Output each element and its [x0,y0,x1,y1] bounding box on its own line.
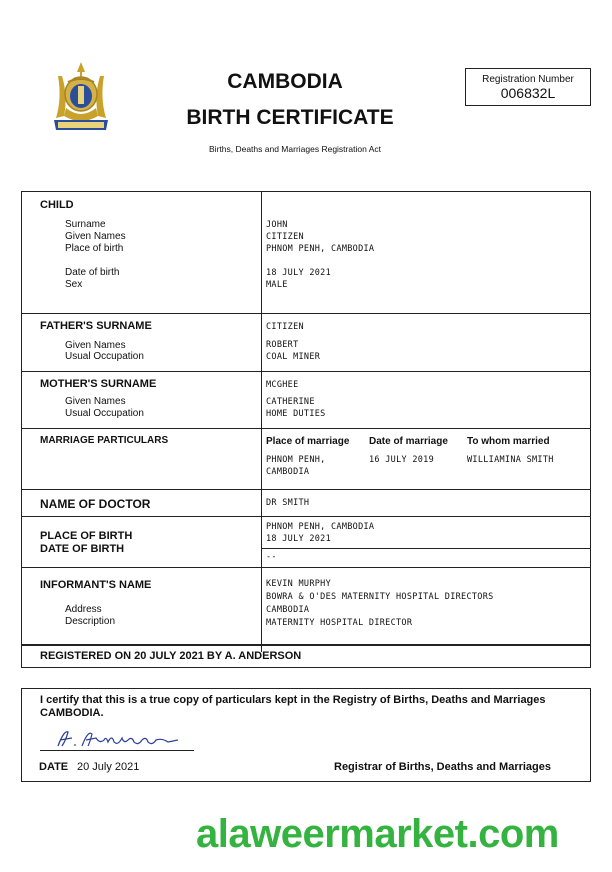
certification-date-label: DATE [39,761,69,773]
registration-number-value: 006832L [500,85,556,101]
website-watermark: alaweermarket.com [196,812,559,856]
registered-statement: REGISTERED ON 20 JULY 2021 BY A. ANDERSON [40,650,302,662]
informant-address-line1: BOWRA & O'DES MATERNITY HOSPITAL DIRECTORS [266,592,494,602]
child-place-of-birth-label: Place of birth [65,243,124,254]
mother-surname-value: MCGHEE [266,380,299,390]
place-of-marriage-header: Place of marriage [266,436,350,447]
informant-description-label: Description [65,616,116,627]
child-given-names-value: CITIZEN [266,232,304,242]
informant-name-value: KEVIN MURPHY [266,579,332,589]
father-section [22,314,590,372]
child-date-of-birth-label: Date of birth [65,267,120,278]
birth-date-value: 18 JULY 2021 [266,534,332,544]
birth-section [22,517,590,568]
father-occupation-label: Usual Occupation [65,351,144,362]
date-of-marriage-value: 16 JULY 2019 [369,455,435,465]
mother-section [22,372,590,429]
place-of-marriage-line1: PHNOM PENH, [266,455,326,465]
child-place-of-birth-value: PHNOM PENH, CAMBODIA [266,244,375,254]
informant-address-label: Address [65,604,102,615]
country-title: CAMBODIA [227,70,343,93]
registered-section [22,645,590,667]
registrar-signature [52,726,192,752]
to-whom-married-header: To whom married [467,436,550,447]
certification-text: I certify that this is a true copy of particulars kept in the Registry of Births, Deaths and Marriages CAMBODIA. [40,694,546,719]
marriage-heading: MARRIAGE PARTICULARS [40,435,169,446]
place-of-marriage-line2: CAMBODIA [266,467,310,477]
registrar-title: Registrar of Births, Deaths and Marriages [334,761,552,773]
birth-place-value: PHNOM PENH, CAMBODIA [266,522,375,532]
child-sex-value: MALE [266,280,288,290]
informant-heading: INFORMANT'S NAME [40,579,152,591]
child-surname-value: JOHN [266,220,288,230]
to-whom-married-value: WILLIAMINA SMITH [467,455,554,465]
registration-number-box [465,68,591,106]
signature-line [40,750,194,751]
father-given-names-label: Given Names [65,340,126,351]
mother-occupation-value: HOME DUTIES [266,409,326,419]
coat-of-arms-emblem [44,58,118,140]
certification-date-value: 20 July 2021 [77,761,140,773]
date-of-birth-heading: DATE OF BIRTH [40,543,125,555]
place-of-birth-heading: PLACE OF BIRTH [40,530,133,542]
child-date-of-birth-value: 18 JULY 2021 [266,268,332,278]
doctor-name-value: DR SMITH [266,498,310,508]
mother-heading: MOTHER'S SURNAME [40,378,157,390]
father-heading: FATHER'S SURNAME [40,320,152,332]
birth-extra-value: -- [266,552,277,562]
father-occupation-value: COAL MINER [266,352,321,362]
child-heading: CHILD [40,199,74,211]
birth-inner-divider [261,548,590,549]
child-given-names-label: Given Names [65,231,126,242]
informant-description-value: MATERNITY HOSPITAL DIRECTOR [266,618,413,628]
registration-number-label: Registration Number [482,74,574,85]
doctor-section [22,490,590,517]
informant-address-line2: CAMBODIA [266,605,310,615]
date-of-marriage-header: Date of marriage [369,436,448,447]
child-sex-label: Sex [65,279,83,290]
child-section [22,192,590,314]
mother-given-names-value: CATHERINE [266,397,315,407]
mother-occupation-label: Usual Occupation [65,408,144,419]
child-surname-label: Surname [65,219,106,230]
particulars-table [21,191,591,668]
doctor-heading: NAME OF DOCTOR [40,497,151,511]
marriage-section [22,429,590,490]
father-given-names-value: ROBERT [266,340,299,350]
registration-act: Births, Deaths and Marriages Registration Act [209,144,381,154]
informant-section [22,568,590,645]
mother-given-names-label: Given Names [65,396,126,407]
document-title: BIRTH CERTIFICATE [186,106,394,129]
father-surname-value: CITIZEN [266,322,304,332]
